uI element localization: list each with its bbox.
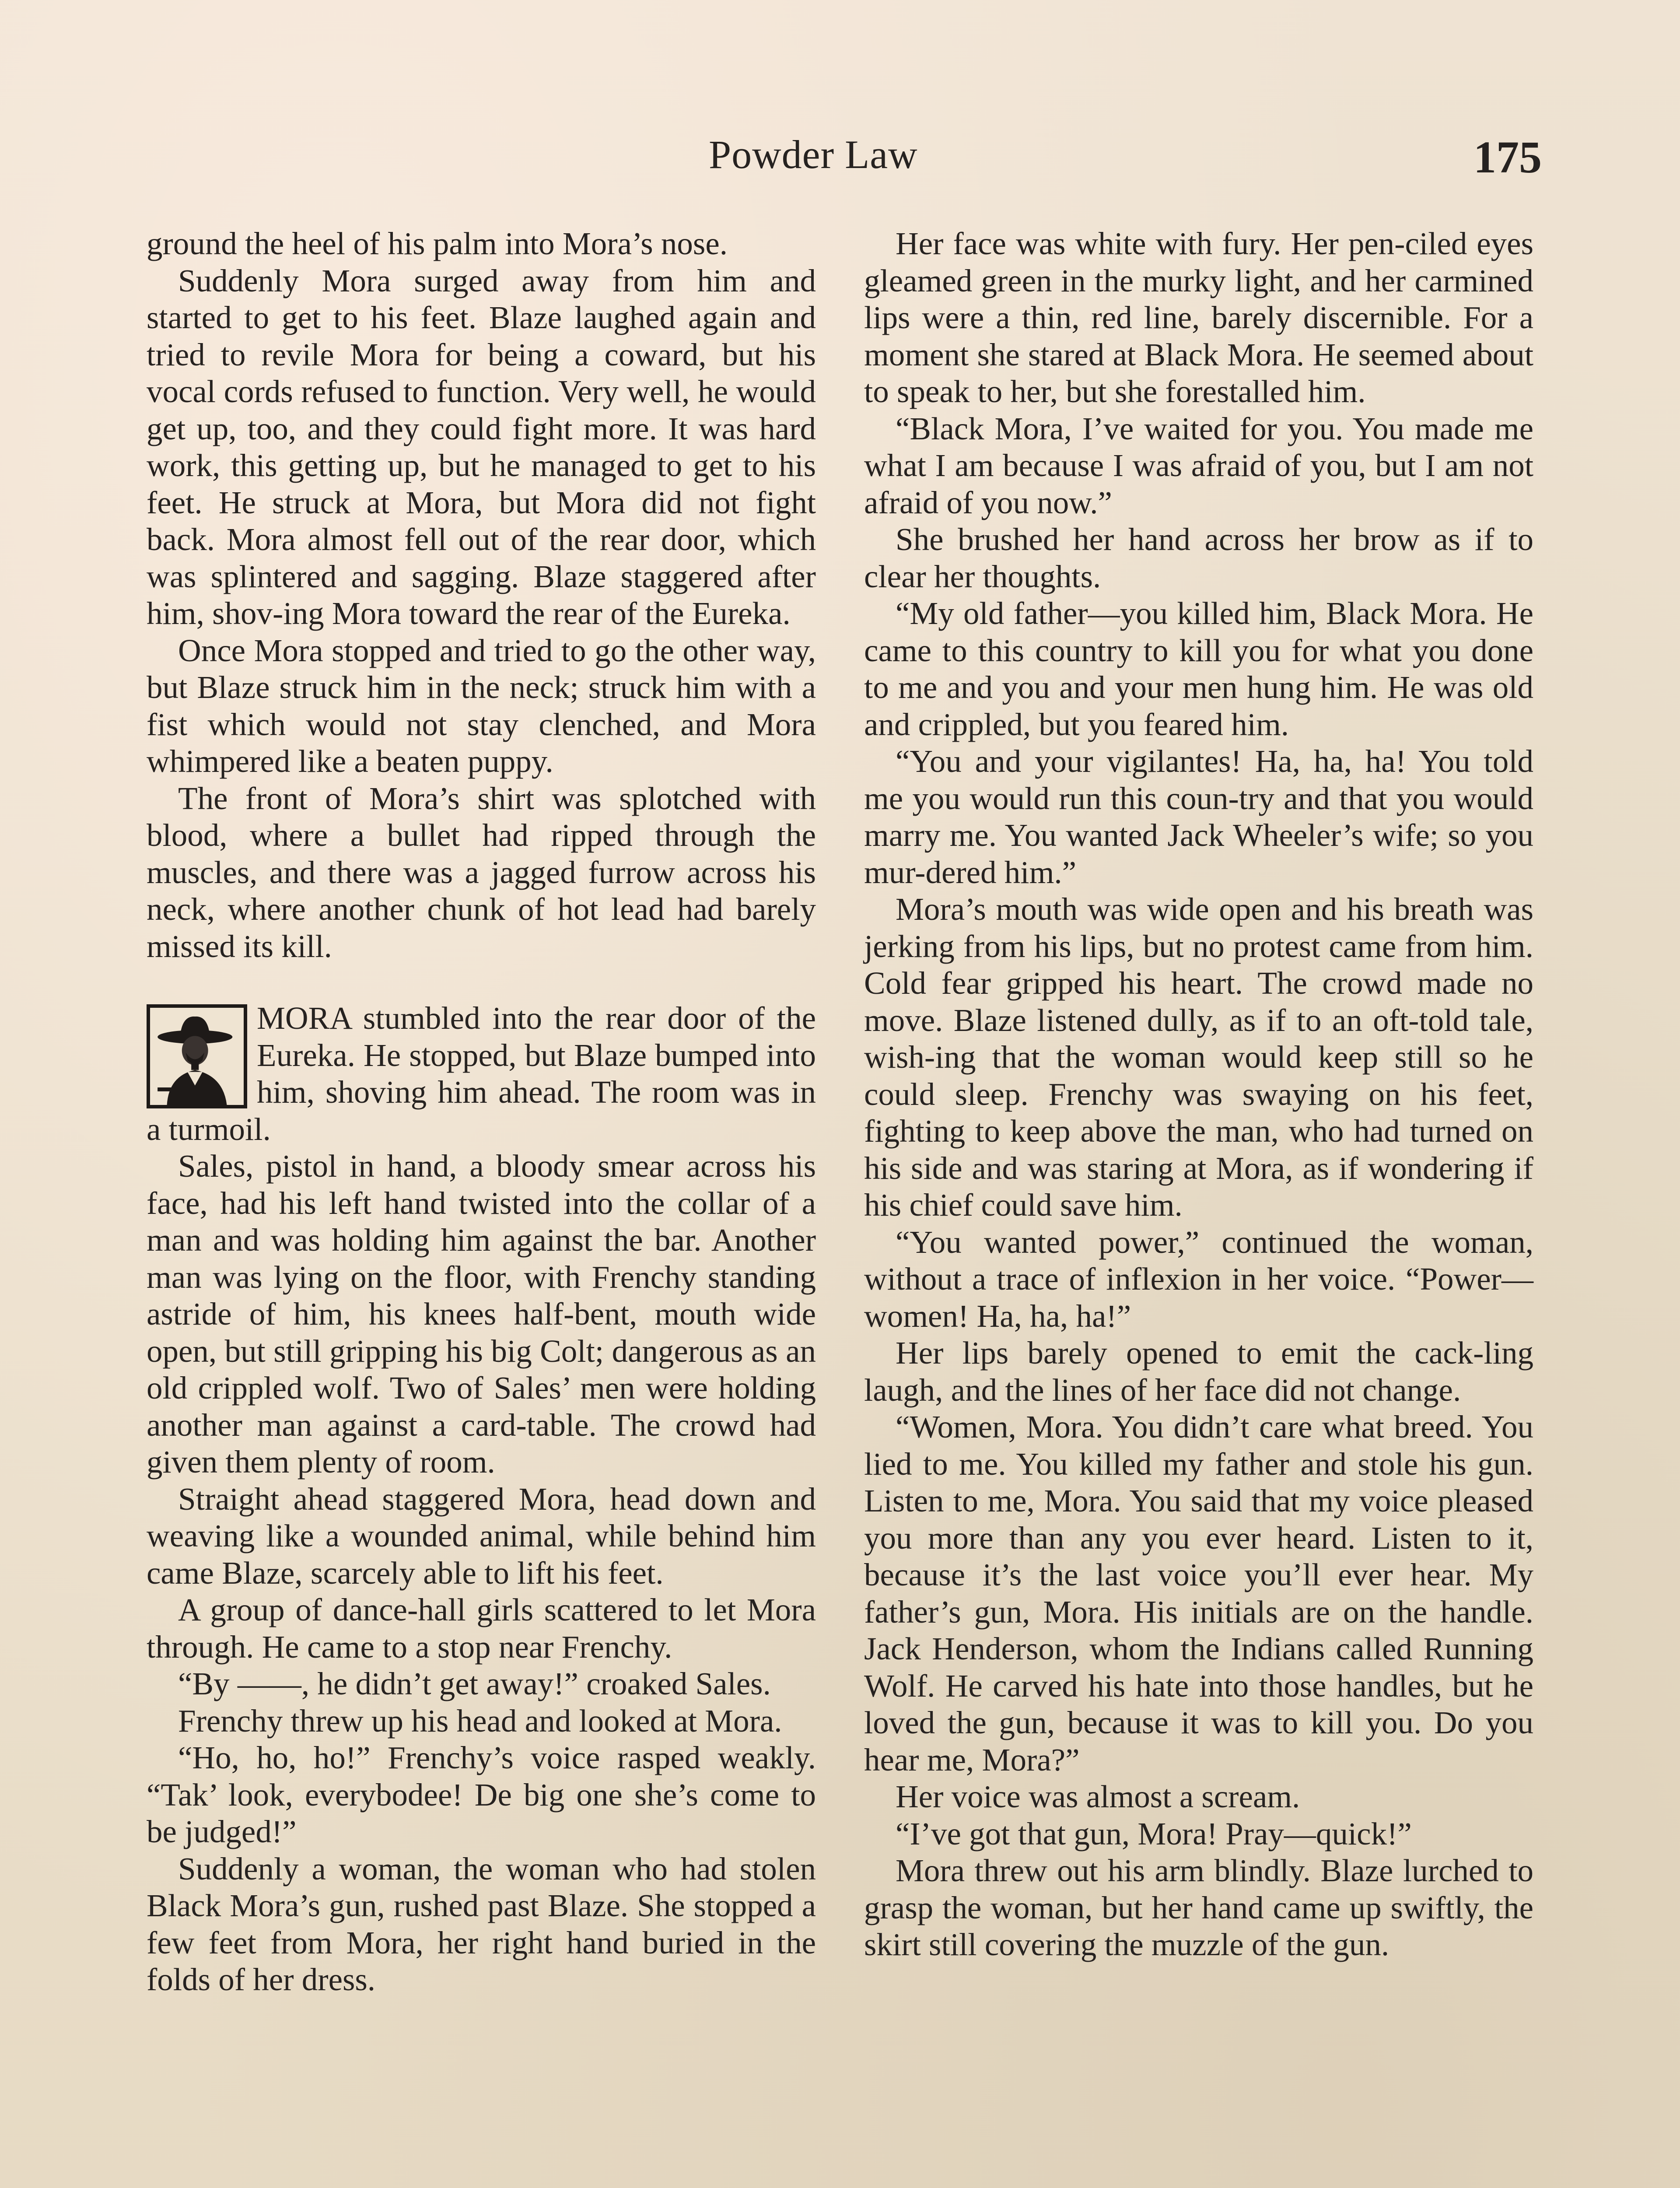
paragraph: The front of Mora’s shirt was splotched with blood, where a bullet had ripped through the muscles, and there was a jagged furrow across his neck, where another chunk of hot lead had barely missed its kill.	[147, 780, 816, 964]
paragraph: Mora threw out his arm blindly. Blaze lurched to grasp the woman, but her hand came up swiftly, the skirt still covering the muzzle of the gun.	[864, 1853, 1533, 1962]
left-column	[147, 225, 816, 1999]
paragraph: “You wanted power,” continued the woman, without a trace of inflexion in her voice. “Power—women! Ha, ha, ha!”	[864, 1224, 1533, 1334]
paragraph: “You and your vigilantes! Ha, ha, ha! You told me you would run this coun-try and that you would marry me. You wanted Jack Wheeler’s wife; so you mur-dered him.”	[864, 743, 1533, 890]
paragraph: Suddenly Mora surged away from him and started to get to his feet. Blaze laughed again and tried to revile Mora for being a coward, but his vocal cords refused to function. Very well, he would get up, too, and they could fight more. It was hard work, this getting up, but he managed to get to his feet. He struck at Mora, but Mora did not fight back. Mora almost fell out of the rear door, which was splintered and sagging. Blaze staggered after him, shov-ing Mora toward the rear of the Eureka.	[147, 263, 816, 631]
cowboy-vignette-icon	[147, 1004, 247, 1108]
paragraph: “My old father—you killed him, Black Mora. He came to this country to kill you for what you done to me and you and your men hung him. He was old and crippled, but you feared him.	[864, 596, 1533, 742]
paragraph: ground the heel of his palm into Mora’s nose.	[147, 226, 728, 261]
paragraph: Her face was white with fury. Her pen-ciled eyes gleamed green in the murky light, and her carmined lips were a thin, red line, barely discernible. For a moment she stared at Black Mora. He seemed about to speak to her, but she forestalled him.	[864, 226, 1533, 409]
paragraph: “Ho, ho, ho!” Frenchy’s voice rasped weakly. “Tak’ look, everybodee! De big one she’s come to be judged!”	[147, 1740, 816, 1849]
paragraph: Suddenly a woman, the woman who had stolen Black Mora’s gun, rushed past Blaze. She stopped a few feet from Mora, her right hand buried in the folds of her dress.	[147, 1851, 816, 1997]
right-column	[864, 225, 1533, 1964]
paragraph: Her lips barely opened to emit the cack-ling laugh, and the lines of her face did not change.	[864, 1335, 1533, 1408]
paragraph: Her voice was almost a scream.	[896, 1779, 1300, 1814]
paragraph: Mora’s mouth was wide open and his breath was jerking from his lips, but no protest came from him. Cold fear gripped his heart. The crowd made no move. Blaze listened dully, as if to an oft-told tale, wish-ing that the woman would keep still so he could sleep. Frenchy was swaying on his feet, fighting to keep above the man, who had turned on his side and was staring at Mora, as if wondering if his chief could save him.	[864, 891, 1533, 1223]
paragraph: “I’ve got that gun, Mora! Pray—quick!”	[896, 1816, 1412, 1851]
paragraph: She brushed her hand across her brow as if to clear her thoughts.	[864, 522, 1533, 594]
paragraph: A group of dance-hall girls scattered to let Mora through. He came to a stop near Frenchy.	[147, 1592, 816, 1665]
paragraph: Straight ahead staggered Mora, head down and weaving like a wounded animal, while behind him came Blaze, scarcely able to lift his feet.	[147, 1481, 816, 1591]
paragraph: Frenchy threw up his head and looked at Mora.	[178, 1703, 782, 1739]
paragraph: “By ——, he didn’t get away!” croaked Sales.	[178, 1666, 771, 1701]
running-head-title: Powder Law	[709, 132, 918, 177]
paragraph: “Black Mora, I’ve waited for you. You made me what I am because I was afraid of you, but I am not afraid of you now.”	[864, 410, 1533, 520]
paragraph: “Women, Mora. You didn’t care what breed. You lied to me. You killed my father and stole his gun. Listen to me, Mora. You said that my voice pleased you more than any you ever heard. Listen to it, because it’s the last voice you’ll ever hear. My father’s gun, Mora. His initials are on the handle. Jack Henderson, whom the Indians called Running Wolf. He carved his hate into those handles, but he loved the gun, because it was to kill you. Do you hear me, Mora?”	[864, 1409, 1533, 1778]
dropcap-paragraph: MORA stumbled into the rear door of the Eureka. He stopped, but Blaze bumped into him, shoving him ahead. The room was in a turmoil.	[147, 1000, 816, 1147]
paragraph: Once Mora stopped and tried to go the other way, but Blaze struck him in the neck; struck him with a fist which would not stay clenched, and Mora whimpered like a beaten puppy.	[147, 632, 816, 779]
section-break	[147, 965, 816, 1000]
page-number: 175	[1474, 132, 1542, 182]
paragraph: Sales, pistol in hand, a bloody smear across his face, had his left hand twisted into the collar of a man and was holding him against the bar. Another man was lying on the floor, with Frenchy standing astride of him, his knees half-bent, mouth wide open, but still gripping his big Colt; dangerous as an old crippled wolf. Two of Sales’ men were holding another man against a card-table. The crowd had given them plenty of room.	[147, 1148, 816, 1480]
